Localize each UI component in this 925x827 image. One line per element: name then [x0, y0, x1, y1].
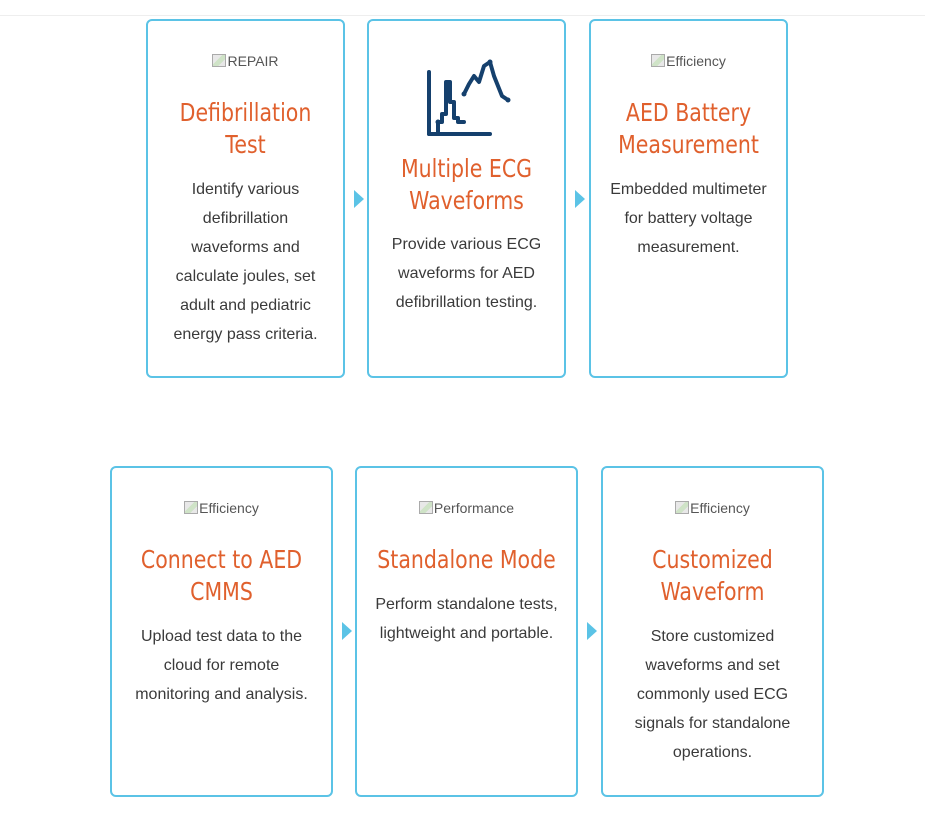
efficiency-icon: Efficiency	[591, 53, 786, 69]
chevron-right-icon	[354, 190, 364, 208]
chevron-right-icon	[587, 622, 597, 640]
chevron-right-icon	[342, 622, 352, 640]
feature-card-defibrillation-test	[146, 19, 345, 378]
card-description: Perform standalone tests, lightweight and portable.	[375, 596, 558, 642]
card-title: Multiple ECG Waveforms	[400, 154, 533, 215]
card-title: AED Battery Measurement	[618, 98, 759, 159]
broken-image-icon	[419, 501, 433, 514]
chevron-right-icon	[575, 190, 585, 208]
card-description: Store customized waveforms and set commonly used ECG signals for standalone operations.	[634, 628, 791, 761]
card-title: Standalone Mode	[377, 545, 556, 574]
card-description: Upload test data to the cloud for remote monitoring and analysis.	[135, 628, 308, 703]
efficiency-icon: Efficiency	[603, 500, 822, 516]
top-divider	[0, 15, 925, 16]
performance-icon: Performance	[357, 500, 576, 516]
card-title: Defibrillation Test	[179, 98, 312, 159]
efficiency-icon: Efficiency	[112, 500, 331, 516]
card-title: Connect to AED CMMS	[140, 545, 303, 606]
feature-card-aed-battery-measurement	[589, 19, 788, 378]
card-description: Provide various ECG waveforms for AED defibrillation testing.	[391, 236, 542, 311]
broken-image-icon	[184, 501, 198, 514]
broken-image-icon	[212, 54, 226, 67]
broken-image-icon	[651, 54, 665, 67]
card-description: Identify various defibrillation waveforms and calculate joules, set adult and pediatric energy pass criteria.	[173, 181, 318, 343]
repair-icon: REPAIR	[148, 53, 343, 69]
feature-card-standalone-mode	[355, 466, 578, 797]
ecg-waveform-icon	[424, 54, 514, 138]
feature-card-multiple-ecg-waveforms	[367, 19, 566, 378]
card-title: Customized Waveform	[652, 545, 773, 606]
card-description: Embedded multimeter for battery voltage measurement.	[610, 181, 767, 256]
feature-card-customized-waveform	[601, 466, 824, 797]
broken-image-icon	[675, 501, 689, 514]
feature-card-connect-to-aed-cmms	[110, 466, 333, 797]
